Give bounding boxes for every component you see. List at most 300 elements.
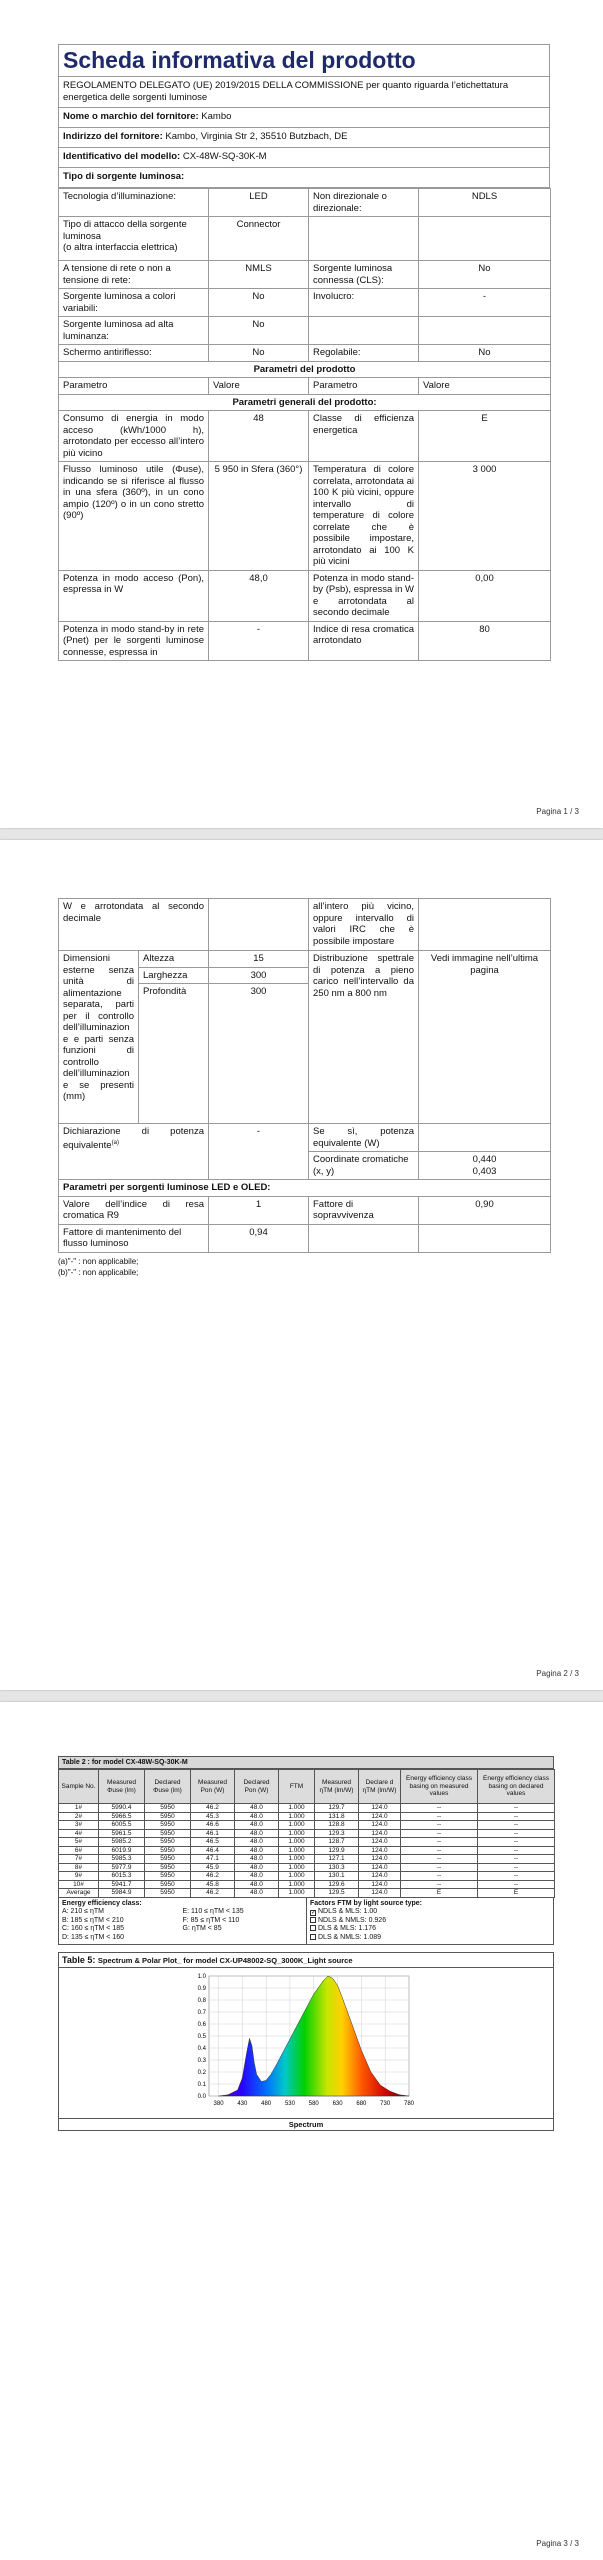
table-2 (58, 1769, 555, 1898)
table-cell: 130.1 (315, 1872, 359, 1881)
model-value: CX-48W-SQ-30K-M (182, 151, 267, 162)
y-tick-label: 0.9 (197, 1986, 206, 1992)
table-row (59, 289, 551, 317)
table-2-col-header: Declared Pon (W) (235, 1770, 279, 1804)
table-2-body (59, 1804, 555, 1898)
params-header: Parametri del prodotto (59, 361, 551, 378)
table-cell: -- (478, 1812, 555, 1821)
table-cell: 124.0 (359, 1829, 401, 1838)
table-cell: 128.8 (315, 1821, 359, 1830)
type-cell: No (419, 345, 551, 362)
spectral-label: Distribuzione spettrale di potenza a pieno carico nell’intervallo da 250 nm a 800 nm (309, 951, 419, 1124)
table-cell: 5950 (145, 1889, 191, 1898)
spectrum-plot-area (59, 1968, 553, 2118)
params-table-continued (58, 898, 551, 1253)
table-cell: 129.6 (315, 1880, 359, 1889)
table-cell: -- (401, 1838, 478, 1847)
table-row (59, 951, 551, 968)
supplier-address-label: Indirizzo del fornitore: (63, 131, 163, 142)
general-params-header: Parametri generali del prodotto: (59, 394, 551, 411)
table-cell: 46.2 (191, 1889, 235, 1898)
type-cell (419, 217, 551, 261)
factor-label: NDLS & MLS: 1.00 (318, 1908, 378, 1915)
product-info-sheet-continued (58, 898, 550, 1278)
factor-item (310, 1925, 550, 1934)
param-cell: all’intero più vicino, oppure intervallo di valori IRC che è possibile impostare (309, 899, 419, 951)
factors-title: Factors FTM by light source type: (310, 1899, 423, 1907)
table-cell: 128.7 (315, 1838, 359, 1847)
factor-checkbox (310, 1917, 316, 1923)
spectrum-label: Spectrum (59, 2118, 553, 2130)
table-cell: -- (478, 1804, 555, 1813)
y-tick-label: 0.4 (197, 2046, 206, 2052)
table-cell: 129.7 (315, 1804, 359, 1813)
table-cell: Average (59, 1889, 99, 1898)
table-cell: 5984.9 (99, 1889, 145, 1898)
type-cell: A tensione di rete o non a tensione di rete: (59, 261, 209, 289)
type-cell: Regolabile: (309, 345, 419, 362)
value-cell: 0,90 (419, 1196, 551, 1224)
table-cell: 127.1 (315, 1855, 359, 1864)
table-2-title: Table 2 : for model CX-48W-SQ-30K-M (58, 1756, 554, 1769)
table-cell: 9# (59, 1872, 99, 1881)
y-tick-label: 1.0 (197, 1974, 206, 1980)
type-cell: Tipo di attacco della sorgente luminosa (o altra interfaccia elettrica) (59, 217, 209, 261)
table-cell: 1.000 (279, 1872, 315, 1881)
y-tick-label: 0.3 (197, 2058, 206, 2064)
footnotes (58, 1256, 550, 1278)
table-2-col-header: Measured ηTM (lm/W) (315, 1770, 359, 1804)
table-5-block (58, 1952, 554, 2131)
table-cell: 1.000 (279, 1838, 315, 1847)
type-cell: Sorgente luminosa connessa (CLS): (309, 261, 419, 289)
table-cell: -- (401, 1872, 478, 1881)
document-title: Scheda informativa del prodotto (59, 45, 549, 77)
table-row (59, 361, 551, 378)
equiv-note: (a) (111, 1139, 119, 1146)
col-header-value: Valore (419, 378, 551, 395)
table-5-title: Table 5: (62, 1955, 96, 1965)
table-cell: 46.5 (191, 1838, 235, 1847)
table-row (59, 394, 551, 411)
table-5-subtitle: Spectrum & Polar Plot_ for model CX-UP48002-SQ_3000K_Light source (97, 1956, 353, 1965)
table-cell: 130.3 (315, 1863, 359, 1872)
table-cell: E (401, 1889, 478, 1898)
type-cell: No (209, 345, 309, 362)
supplier-name-row (58, 108, 550, 128)
type-cell: No (419, 261, 551, 289)
value-cell: 5 950 in Sfera (360°) (209, 462, 309, 571)
table-cell: 4# (59, 1829, 99, 1838)
ee-class-line: D: 135 ≤ ηTM < 160 (62, 1933, 125, 1941)
table-cell: 1.000 (279, 1863, 315, 1872)
page-2 (0, 840, 603, 1690)
x-tick-label: 480 (261, 2101, 272, 2107)
table-cell: 5990.4 (99, 1804, 145, 1813)
table-cell: -- (401, 1863, 478, 1872)
table-2-col-header: Measured Φuse (lm) (99, 1770, 145, 1804)
table-cell: 46.2 (191, 1872, 235, 1881)
equiv-label (59, 1124, 209, 1180)
table-cell: 48.0 (235, 1863, 279, 1872)
page-number: Pagina 1 / 3 (536, 807, 579, 816)
table-cell: 124.0 (359, 1812, 401, 1821)
table-cell: 1.000 (279, 1812, 315, 1821)
param-cell: Potenza in modo stand-by (Psb), espressa in W e arrotondata al secondo decimale (309, 570, 419, 621)
dim-name: Larghezza (139, 967, 209, 984)
table-cell: 5950 (145, 1838, 191, 1847)
param-cell: Indice di resa cromatica arrotondato (309, 621, 419, 661)
table-cell: -- (478, 1846, 555, 1855)
ee-classes (59, 1898, 306, 1945)
energy-efficiency-box (58, 1898, 554, 1946)
value-cell: 80 (419, 621, 551, 661)
footnote-a: (a)"-" : non applicabile; (58, 1256, 139, 1266)
table-cell: 48.0 (235, 1855, 279, 1864)
table-row (59, 1855, 555, 1864)
param-cell: Potenza in modo stand-by in rete (Pnet) per le sorgenti luminose connesse, espressa in (59, 621, 209, 661)
coords-value (419, 1152, 551, 1180)
table-5-caption (59, 1953, 553, 1968)
y-tick-label: 0.6 (197, 2022, 206, 2028)
table-cell: 5950 (145, 1872, 191, 1881)
table-5 (58, 1952, 554, 2131)
table-cell: 5950 (145, 1846, 191, 1855)
table-cell: 46.2 (191, 1804, 235, 1813)
table-cell: 1.000 (279, 1855, 315, 1864)
table-cell: 48.0 (235, 1846, 279, 1855)
value-cell: 0,00 (419, 570, 551, 621)
param-cell: Consumo di energia in modo acceso (kWh/1000 h), arrotondato per eccesso all’intero più vicino (59, 411, 209, 462)
table-cell: 48.0 (235, 1872, 279, 1881)
table-row (59, 1838, 555, 1847)
spectrum-chart (59, 1968, 553, 2118)
table-cell: 124.0 (359, 1821, 401, 1830)
table-cell: 1.000 (279, 1821, 315, 1830)
header-box (58, 44, 550, 108)
param-cell: Fattore di sopravvivenza (309, 1196, 419, 1224)
type-cell: Non direzionale o direzionale: (309, 189, 419, 217)
supplier-name-value: Kambo (201, 111, 232, 122)
table-cell: 129.9 (315, 1846, 359, 1855)
table-cell: 46.1 (191, 1829, 235, 1838)
equiv-power-label: Se sì, potenza equivalente (W) (309, 1124, 419, 1152)
table-row (59, 1812, 555, 1821)
table-row (59, 462, 551, 571)
table-cell: 48.0 (235, 1821, 279, 1830)
ee-class-line: A: 210 ≤ ηTM (62, 1908, 104, 1915)
y-tick-label: 0.1 (197, 2082, 206, 2088)
page-1 (0, 0, 603, 828)
table-cell: 7# (59, 1855, 99, 1864)
col-header-value: Valore (209, 378, 309, 395)
type-cell (309, 317, 419, 345)
equiv-power-value (419, 1124, 551, 1152)
factor-label: DLS & MLS: 1.176 (318, 1925, 376, 1932)
y-tick-label: 0.8 (197, 1998, 206, 2004)
table-cell: 5941.7 (99, 1880, 145, 1889)
value-cell: 1 (209, 1196, 309, 1224)
table-row (59, 1124, 551, 1152)
table-row (59, 899, 551, 951)
value-cell: 0,94 (209, 1224, 309, 1252)
supplier-name-label: Nome o marchio del fornitore: (63, 111, 199, 122)
table-cell: 48.0 (235, 1880, 279, 1889)
value-cell (419, 899, 551, 951)
table-cell: 45.8 (191, 1880, 235, 1889)
x-tick-labels (214, 2101, 415, 2107)
param-cell: Fattore di mantenimento del flusso luminoso (59, 1224, 209, 1252)
type-cell: - (419, 289, 551, 317)
type-cell: Connector (209, 217, 309, 261)
dim-value: 300 (209, 984, 309, 1124)
table-row (59, 345, 551, 362)
factors-list (310, 1908, 550, 1942)
type-cell: LED (209, 189, 309, 217)
table-row (59, 1846, 555, 1855)
x-tick-label: 730 (380, 2101, 391, 2107)
dim-value: 15 (209, 951, 309, 968)
table-cell: -- (401, 1804, 478, 1813)
regulation-text: REGOLAMENTO DELEGATO (UE) 2019/2015 DELLA COMMISSIONE per quanto riguarda l’etichettatura energetica delle sorgenti luminose (63, 80, 509, 103)
table-cell: 45.9 (191, 1863, 235, 1872)
table-cell: 5# (59, 1838, 99, 1847)
param-cell: Flusso luminoso utile (Φuse), indicando se si riferisce al flusso in una sfera (360º), in un cono ampio (120º) o in un cono stretto (90º) (59, 462, 209, 571)
dims-label: Dimensioni esterne senza unità di alimentazione separata, parti per il controllo dell’illuminazione e parti senza funzioni di controllo dell’illuminazione se presenti (mm) (59, 951, 139, 1124)
table-cell: 5950 (145, 1821, 191, 1830)
table-cell: 2# (59, 1812, 99, 1821)
table-cell: 1# (59, 1804, 99, 1813)
table-cell: 6015.3 (99, 1872, 145, 1881)
table-cell: 5985.3 (99, 1855, 145, 1864)
supplier-address-value: Kambo, Virginia Str 2, 35510 Butzbach, DE (165, 131, 348, 142)
table-row (59, 378, 551, 395)
table-row (59, 317, 551, 345)
table-cell: 8# (59, 1863, 99, 1872)
table-cell: 129.5 (315, 1889, 359, 1898)
ee-class-line: G: ηTM < 85 (182, 1925, 222, 1932)
table-row (59, 1829, 555, 1838)
table-cell: 124.0 (359, 1889, 401, 1898)
table-row (59, 570, 551, 621)
ftm-factors (306, 1898, 553, 1945)
table-cell: 5950 (145, 1829, 191, 1838)
type-cell: Sorgente luminosa ad alta luminanza: (59, 317, 209, 345)
table-cell: 1.000 (279, 1804, 315, 1813)
x-tick-label: 780 (403, 2101, 415, 2107)
table-cell: 129.3 (315, 1829, 359, 1838)
ee-title: Energy efficiency class: (62, 1899, 142, 1907)
table-2-block (58, 1756, 554, 1945)
equiv-value: - (209, 1124, 309, 1180)
page-number: Pagina 2 / 3 (536, 1669, 579, 1678)
param-cell: Valore dell’indice di resa cromatica R9 (59, 1196, 209, 1224)
page-number: Pagina 3 / 3 (536, 2539, 579, 2548)
footnote-b: (b)"-" : non applicabile; (58, 1267, 139, 1277)
col-header-param: Parametro (59, 378, 209, 395)
table-cell: 5985.2 (99, 1838, 145, 1847)
x-tick-label: 580 (308, 2101, 319, 2107)
equiv-label-text: Dichiarazione di potenza equivalente (63, 1126, 204, 1151)
table-cell: 46.6 (191, 1821, 235, 1830)
table-cell: -- (478, 1821, 555, 1830)
table-cell: 5950 (145, 1863, 191, 1872)
y-tick-label: 0.7 (197, 2010, 206, 2016)
table-cell: -- (401, 1855, 478, 1864)
factor-checkbox (310, 1925, 316, 1931)
table-cell: 131.8 (315, 1812, 359, 1821)
factor-item (310, 1917, 550, 1926)
table-cell: 1.000 (279, 1829, 315, 1838)
table-cell: E (478, 1889, 555, 1898)
table-cell: -- (401, 1829, 478, 1838)
table-2-col-header: Energy efficiency class basing on measured values (401, 1770, 478, 1804)
table-2-col-header: Sample No. (59, 1770, 99, 1804)
coord-y: 0,403 (472, 1165, 497, 1177)
table-row (59, 411, 551, 462)
table-cell: -- (478, 1863, 555, 1872)
table-2-col-header: Declare d ηTM (lm/W) (359, 1770, 401, 1804)
table-2-col-header: Energy efficiency class basing on declared values (478, 1770, 555, 1804)
value-cell: - (209, 621, 309, 661)
type-cell (419, 317, 551, 345)
value-cell: E (419, 411, 551, 462)
dim-name: Altezza (139, 951, 209, 968)
table-cell: 47.1 (191, 1855, 235, 1864)
value-cell (209, 899, 309, 951)
table-row (59, 1224, 551, 1252)
table-cell: 45.3 (191, 1812, 235, 1821)
table-row (59, 217, 551, 261)
factor-label: NDLS & NMLS: 0.926 (318, 1916, 387, 1924)
table-cell: 5966.5 (99, 1812, 145, 1821)
factor-item (310, 1908, 550, 1917)
value-cell: 3 000 (419, 462, 551, 571)
product-info-sheet (58, 44, 550, 661)
table-cell: -- (478, 1872, 555, 1881)
table-cell: 48.0 (235, 1838, 279, 1847)
ee-class-line: C: 160 ≤ ηTM < 185 (62, 1925, 125, 1932)
x-tick-label: 680 (356, 2101, 367, 2107)
spectral-value: Vedi immagine nell’ultima pagina (419, 951, 551, 1124)
type-cell: No (209, 289, 309, 317)
table-cell: 124.0 (359, 1846, 401, 1855)
table-cell: 1.000 (279, 1880, 315, 1889)
table-row (59, 1872, 555, 1881)
table-cell: 124.0 (359, 1872, 401, 1881)
param-cell (309, 1224, 419, 1252)
source-type-table (58, 188, 551, 661)
x-tick-label: 380 (213, 2101, 224, 2107)
table-cell: 3# (59, 1821, 99, 1830)
table-cell: 48.0 (235, 1812, 279, 1821)
type-cell (309, 217, 419, 261)
table-cell: -- (478, 1829, 555, 1838)
model-row (58, 148, 550, 168)
table-cell: 46.4 (191, 1846, 235, 1855)
table-row (59, 1863, 555, 1872)
table-cell: -- (401, 1821, 478, 1830)
table-cell: 5961.5 (99, 1829, 145, 1838)
table-row (59, 1180, 551, 1197)
table-2-col-header: FTM (279, 1770, 315, 1804)
type-cell: NDLS (419, 189, 551, 217)
value-cell: 48 (209, 411, 309, 462)
x-tick-label: 630 (332, 2101, 343, 2107)
table-2-header-row (59, 1770, 555, 1804)
type-cell: Schermo antiriflesso: (59, 345, 209, 362)
factor-item (310, 1934, 550, 1943)
dim-name: Profondità (139, 984, 209, 1124)
table-cell: 10# (59, 1880, 99, 1889)
table-row (59, 189, 551, 217)
table-cell: 5950 (145, 1855, 191, 1864)
table-cell: 124.0 (359, 1838, 401, 1847)
model-label: Identificativo del modello: (63, 151, 181, 162)
table-cell: 124.0 (359, 1880, 401, 1889)
table-row (59, 1196, 551, 1224)
table-cell: 6# (59, 1846, 99, 1855)
table-cell: 48.0 (235, 1889, 279, 1898)
ee-class-line: B: 185 ≤ ηTM < 210 (62, 1916, 124, 1924)
table-row (59, 621, 551, 661)
table-cell: 124.0 (359, 1804, 401, 1813)
type-cell: Tecnologia d’illuminazione: (59, 189, 209, 217)
x-tick-label: 530 (284, 2101, 295, 2107)
table-row (59, 1880, 555, 1889)
table-cell: 124.0 (359, 1863, 401, 1872)
factor-checkbox (310, 1934, 316, 1940)
table-cell: 1.000 (279, 1889, 315, 1898)
param-cell: Temperatura di colore correlata, arrotondata ai 100 K più vicini, oppure intervallo di temperature di colore correlate che è possibile impostare, arrotondato ai 100 K più vicini (309, 462, 419, 571)
table-2-col-header: Declared Φuse (lm) (145, 1770, 191, 1804)
table-cell: 5950 (145, 1804, 191, 1813)
ee-class-line: F: 85 ≤ ηTM < 110 (182, 1916, 240, 1924)
x-tick-label: 430 (237, 2101, 248, 2107)
type-cell: Involucro: (309, 289, 419, 317)
factor-checkbox: ✓ (311, 1910, 317, 1916)
table-cell: 48.0 (235, 1804, 279, 1813)
y-tick-label: 0.5 (197, 2034, 206, 2040)
table-cell: 48.0 (235, 1829, 279, 1838)
table-cell: -- (478, 1880, 555, 1889)
factor-label: DLS & NMLS: 1.089 (318, 1933, 382, 1941)
value-cell (419, 1224, 551, 1252)
table-cell: 5950 (145, 1812, 191, 1821)
ee-class-line: E: 110 ≤ ηTM < 135 (182, 1908, 244, 1915)
table-cell: -- (401, 1846, 478, 1855)
value-cell: 48,0 (209, 570, 309, 621)
table-cell: 1.000 (279, 1846, 315, 1855)
col-header-param: Parametro (309, 378, 419, 395)
led-params-header: Parametri per sorgenti luminose LED e OLED: (59, 1180, 551, 1197)
param-cell: Potenza in modo acceso (Pon), espressa in W (59, 570, 209, 621)
table-row (59, 261, 551, 289)
table-2-col-header: Measured Pon (W) (191, 1770, 235, 1804)
source-type-header: Tipo di sorgente luminosa: (58, 168, 550, 188)
param-cell: W e arrotondata al secondo decimale (59, 899, 209, 951)
y-tick-label: 0.0 (197, 2094, 206, 2100)
dim-value: 300 (209, 967, 309, 984)
page-3 (0, 1702, 603, 2560)
table-cell: -- (478, 1855, 555, 1864)
coords-label: Coordinate cromatiche (x, y) (309, 1152, 419, 1180)
table-cell: -- (401, 1880, 478, 1889)
table-row (59, 1804, 555, 1813)
type-cell: No (209, 317, 309, 345)
table-row (59, 1821, 555, 1830)
table-cell: 5977.9 (99, 1863, 145, 1872)
